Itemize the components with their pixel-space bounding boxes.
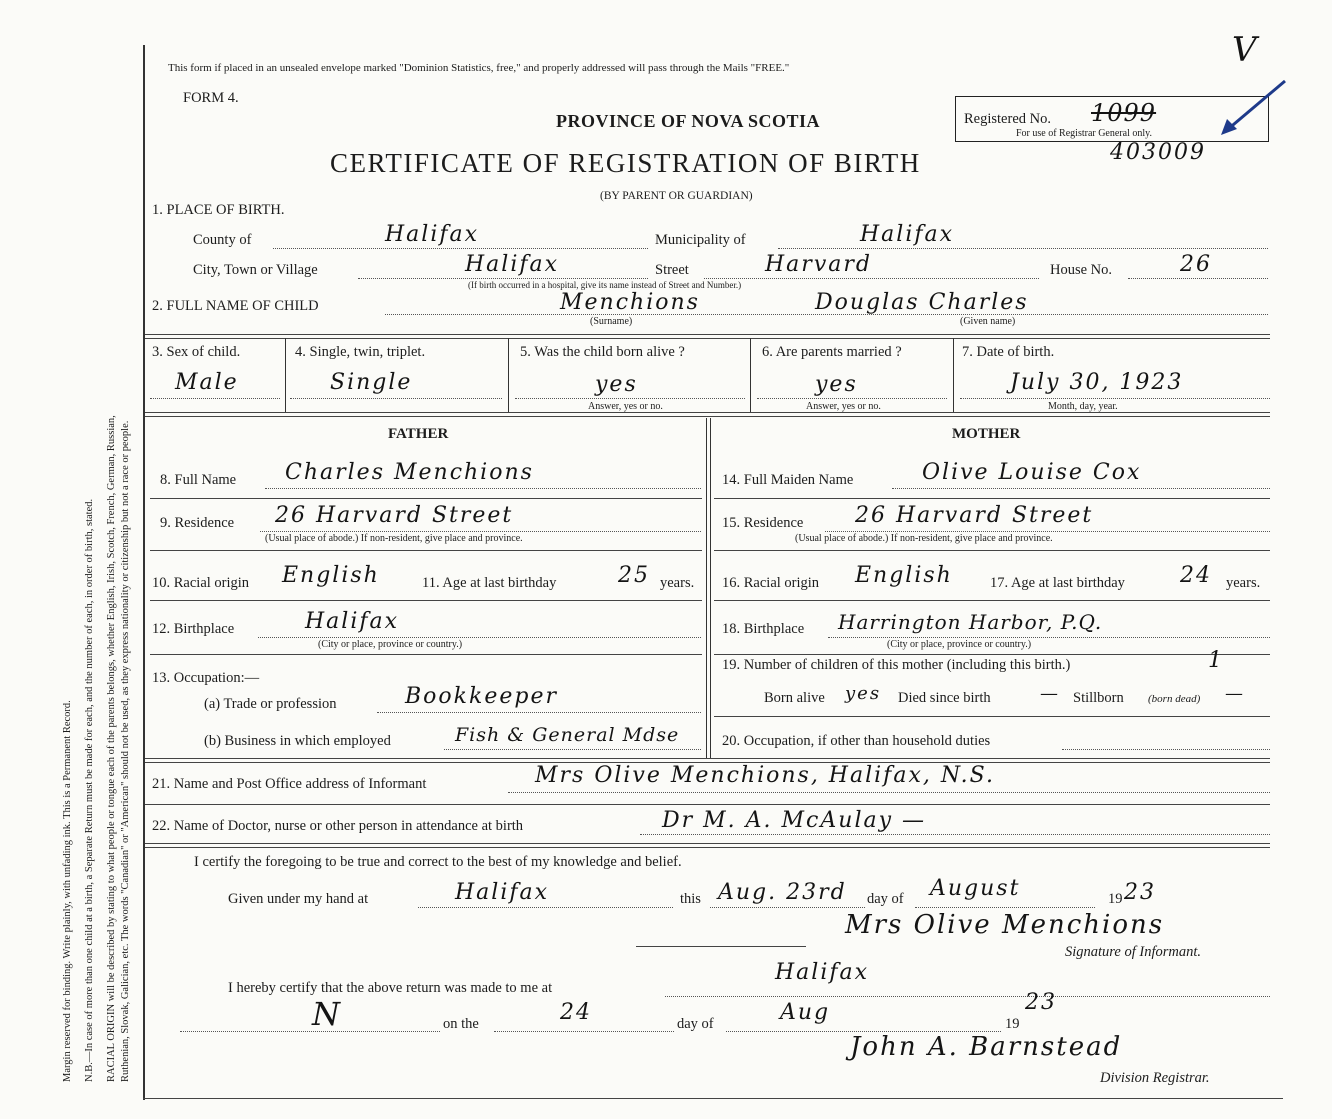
stillborn-value: — xyxy=(1225,683,1245,704)
certify-month-value: August xyxy=(930,876,1021,901)
informant-signature: Mrs Olive Menchions xyxy=(845,910,1165,940)
certificate-subtitle: (BY PARENT OR GUARDIAN) xyxy=(600,190,753,202)
father-years: years. xyxy=(660,575,695,591)
father-birthplace-caption: (City or place, province or country.) xyxy=(318,639,463,650)
father-race-value: English xyxy=(282,563,380,588)
born-alive-count-label: Born alive xyxy=(764,690,825,706)
mother-residence-value: 26 Harvard Street xyxy=(855,503,1094,528)
mother-occupation-label: 20. Occupation, if other than household duties xyxy=(722,733,991,749)
father-residence-label: 9. Residence xyxy=(160,515,235,531)
informant-value: Mrs Olive Menchions, Halifax, N.S. xyxy=(535,763,995,788)
registrar-use-note: For use of Registrar General only. xyxy=(1016,128,1152,139)
registrar-mark: N xyxy=(312,995,342,1033)
street-value: Harvard xyxy=(765,252,872,277)
county-label: County of xyxy=(193,232,252,248)
registered-label: Registered No. xyxy=(964,111,1051,127)
born-alive-value: yes xyxy=(595,372,638,397)
informant-signature-caption: Signature of Informant. xyxy=(1065,944,1202,960)
doctor-label: 22. Name of Doctor, nurse or other person in attendance at birth xyxy=(152,818,524,834)
form-number: FORM 4. xyxy=(183,90,239,106)
mother-heading: MOTHER xyxy=(952,426,1021,442)
born-alive-caption: Answer, yes or no. xyxy=(588,401,663,412)
municipality-value: Halifax xyxy=(860,222,955,247)
child-given-value: Douglas Charles xyxy=(815,290,1029,315)
died-since-birth-label: Died since birth xyxy=(898,690,991,706)
mother-years: years. xyxy=(1226,575,1261,591)
father-name-label: 8. Full Name xyxy=(160,472,237,488)
father-business-label: (b) Business in which employed xyxy=(204,733,391,749)
father-age-label: 11. Age at last birthday xyxy=(422,575,557,591)
father-business-value: Fish & General Mdse xyxy=(455,724,680,746)
registrar-month-value: Aug xyxy=(780,1000,831,1025)
stillborn-note: (born dead) xyxy=(1148,693,1201,705)
child-name-label: 2. FULL NAME OF CHILD xyxy=(152,298,319,314)
certify-text: I certify the foregoing to be true and correct to the best of my knowledge and belief. xyxy=(194,854,682,870)
registrar-place-value: Halifax xyxy=(775,960,870,985)
handwritten-number: 403009 xyxy=(1110,140,1206,165)
mother-name-label: 14. Full Maiden Name xyxy=(722,472,854,488)
father-occupation-label: 13. Occupation:— xyxy=(152,670,260,686)
mother-race-label: 16. Racial origin xyxy=(722,575,820,591)
surname-caption: (Surname) xyxy=(590,316,633,327)
father-age-value: 25 xyxy=(618,563,650,588)
dob-label: 7. Date of birth. xyxy=(962,344,1055,360)
father-trade-value: Bookkeeper xyxy=(405,684,558,709)
mother-age-label: 17. Age at last birthday xyxy=(990,575,1125,591)
father-race-label: 10. Racial origin xyxy=(152,575,250,591)
parents-married-value: yes xyxy=(815,372,858,397)
certify-dayof-label: day of xyxy=(867,891,904,907)
registrar-certify-text: I hereby certify that the above return was made to me at xyxy=(228,980,553,996)
born-alive-label: 5. Was the child born alive ? xyxy=(520,344,685,360)
father-trade-label: (a) Trade or profession xyxy=(204,696,337,712)
died-since-birth-value: — xyxy=(1040,683,1060,704)
side-note-racial-1: RACIAL ORIGIN will be described by stating to what people or tongue each of the parents belongs, whether English, Irish, Scotch, French, German, Russian, xyxy=(106,415,117,1082)
house-value: 26 xyxy=(1180,252,1212,277)
registrar-signature: John A. Barnstead xyxy=(850,1032,1123,1062)
mother-name-value: Olive Louise Cox xyxy=(922,460,1142,485)
stillborn-label: Stillborn xyxy=(1073,690,1124,706)
informant-label: 21. Name and Post Office address of Informant xyxy=(152,776,427,792)
father-birthplace-label: 12. Birthplace xyxy=(152,621,235,637)
house-label: House No. xyxy=(1050,262,1113,278)
mother-race-value: English xyxy=(855,563,953,588)
registrar-on-label: on the xyxy=(443,1016,479,1032)
given-place-value: Halifax xyxy=(455,880,550,905)
left-border xyxy=(143,45,145,1100)
parents-married-label: 6. Are parents married ? xyxy=(762,344,902,360)
blue-arrow-icon xyxy=(1215,75,1290,140)
mother-residence-label: 15. Residence xyxy=(722,515,804,531)
mail-notice: This form if placed in an unsealed envelope marked "Dominion Statistics, free," and properly addressed will pass through the Mails "FREE." xyxy=(168,62,790,74)
hospital-note: (If birth occurred in a hospital, give its name instead of Street and Number.) xyxy=(468,280,742,290)
dob-value: July 30, 1923 xyxy=(1010,370,1184,395)
parents-married-caption: Answer, yes or no. xyxy=(806,401,881,412)
mother-children-value: 1 xyxy=(1208,648,1224,673)
father-residence-caption: (Usual place of abode.) If non-resident, give place and province. xyxy=(265,533,523,544)
mother-birthplace-label: 18. Birthplace xyxy=(722,621,805,637)
sex-value: Male xyxy=(175,370,239,395)
municipality-label: Municipality of xyxy=(655,232,746,248)
certify-year-value: 23 xyxy=(1124,880,1156,905)
registrar-year-value: 23 xyxy=(1025,990,1057,1015)
plurality-value: Single xyxy=(330,370,413,395)
place-label: 1. PLACE OF BIRTH. xyxy=(152,202,285,218)
registrar-year-prefix: 19 xyxy=(1005,1016,1020,1032)
mother-age-value: 24 xyxy=(1180,563,1212,588)
side-note-nb: N.B.—In case of more than one child at a birth, a Separate Return must be made for each, and the number of each, in order of birth, stated. xyxy=(84,498,95,1082)
child-surname-value: Menchions xyxy=(560,290,700,315)
plurality-label: 4. Single, twin, triplet. xyxy=(295,344,426,360)
given-caption: (Given name) xyxy=(960,316,1016,327)
sex-label: 3. Sex of child. xyxy=(152,344,241,360)
county-value: Halifax xyxy=(385,222,480,247)
given-under-label: Given under my hand at xyxy=(228,891,369,907)
certificate-title: CERTIFICATE OF REGISTRATION OF BIRTH xyxy=(330,148,921,178)
mother-birthplace-caption: (City or place, province or country.) xyxy=(887,639,1032,650)
certify-year-prefix: 19 xyxy=(1108,891,1123,907)
registrar-on-value: 24 xyxy=(560,1000,592,1025)
city-label: City, Town or Village xyxy=(193,262,318,278)
mother-birthplace-value: Harrington Harbor, P.Q. xyxy=(838,610,1103,634)
check-mark: V xyxy=(1232,30,1259,70)
certify-this-label: this xyxy=(680,891,701,907)
city-value: Halifax xyxy=(465,252,560,277)
mother-residence-caption: (Usual place of abode.) If non-resident, give place and province. xyxy=(795,533,1053,544)
side-note-margin: Margin reserved for binding. Write plainly, with unfading ink. This is a Permanent Record. xyxy=(62,700,73,1082)
side-note-racial-2: Ruthenian, Slovak, Galician, etc. The words "Canadian" or "American" should not be used, as they express nationality or citizenship but not a race or people. xyxy=(120,420,131,1082)
dob-caption: Month, day, year. xyxy=(1048,401,1118,412)
doctor-value: Dr M. A. McAulay — xyxy=(662,808,927,833)
father-birthplace-value: Halifax xyxy=(305,609,400,634)
certify-this-value: Aug. 23rd xyxy=(718,880,847,905)
father-heading: FATHER xyxy=(388,426,449,442)
registrar-dayof-label: day of xyxy=(677,1016,714,1032)
father-residence-value: 26 Harvard Street xyxy=(275,503,514,528)
province-heading: PROVINCE OF NOVA SCOTIA xyxy=(556,111,821,131)
division-registrar-caption: Division Registrar. xyxy=(1100,1070,1210,1086)
mother-children-label: 19. Number of children of this mother (including this birth.) xyxy=(722,657,1071,673)
father-name-value: Charles Menchions xyxy=(285,460,534,485)
born-alive-count-value: yes xyxy=(845,683,882,704)
registered-value: 1099 xyxy=(1091,99,1157,127)
street-label: Street xyxy=(655,262,689,278)
bottom-border xyxy=(143,1098,1283,1099)
